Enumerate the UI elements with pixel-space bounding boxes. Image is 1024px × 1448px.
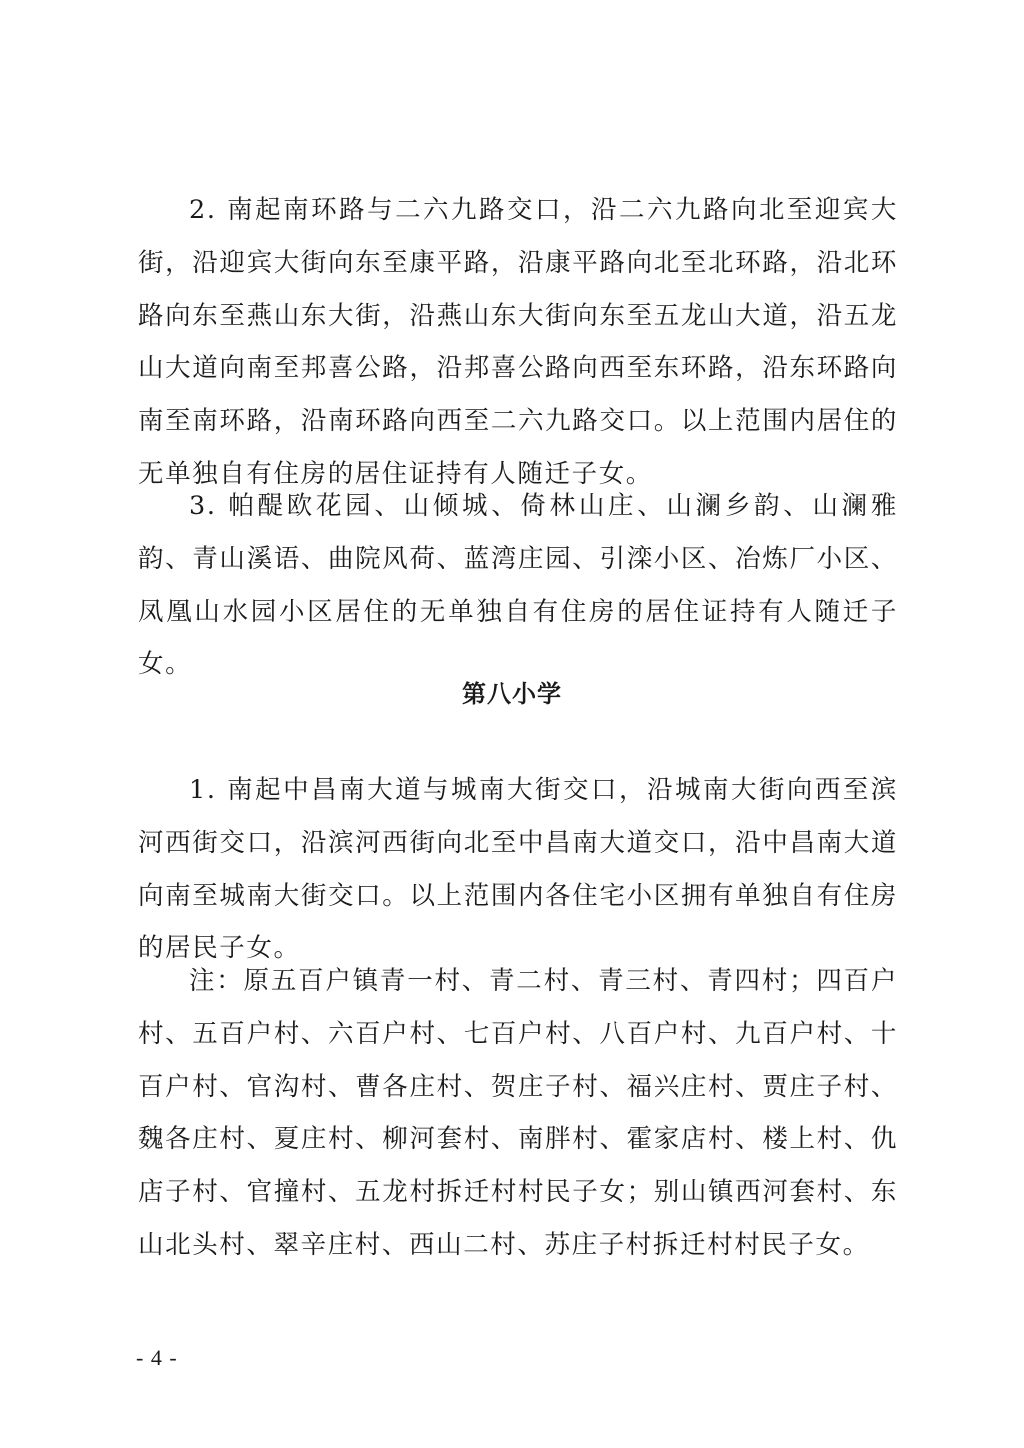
section-heading: 第八小学 xyxy=(462,680,562,708)
note-paragraph: 注：原五百户镇青一村、青二村、青三村、青四村；四百户村、五百户村、六百户村、七百户村、八百户村、九百户村、十百户村、官沟村、曹各庄村、贺庄子村、福兴庄村、贾庄子村、魏各庄村、夏庄村、柳河套村、南胖村、霍家店村、楼上村、仇店子村、官撞村、五龙村拆迁村村民子女；别山镇西河套村、东山北头村、翠辛庄村、西山二村、苏庄子村拆迁村村民子女。 xyxy=(138,966,898,1260)
paragraph-item-3: 3. 帕醍欧花园、山倾城、倚林山庄、山澜乡韵、山澜雅韵、青山溪语、曲院风荷、蓝湾庄园、引滦小区、冶炼厂小区、凤凰山水园小区居住的无单独自有住房的居住证持有人随迁子女。 xyxy=(138,491,898,680)
paragraph-item-1: 1. 南起中昌南大道与城南大街交口，沿城南大街向西至滨河西街交口，沿滨河西街向北至中昌南大道交口，沿中昌南大道向南至城南大街交口。以上范围内各住宅小区拥有单独自有住房的居民子女。 xyxy=(138,775,898,964)
paragraph-item-2: 2. 南起南环路与二六九路交口，沿二六九路向北至迎宾大街，沿迎宾大街向东至康平路，沿康平路向北至北环路，沿北环路向东至燕山东大街，沿燕山东大街向东至五龙山大道，沿五龙山大道向南至邦喜公路，沿邦喜公路向西至东环路，沿东环路向南至南环路，沿南环路向西至二六九路交口。以上范围内居住的无单独自有住房的居住证持有人随迁子女。 xyxy=(138,195,898,489)
page-number: - 4 - xyxy=(136,1345,178,1370)
